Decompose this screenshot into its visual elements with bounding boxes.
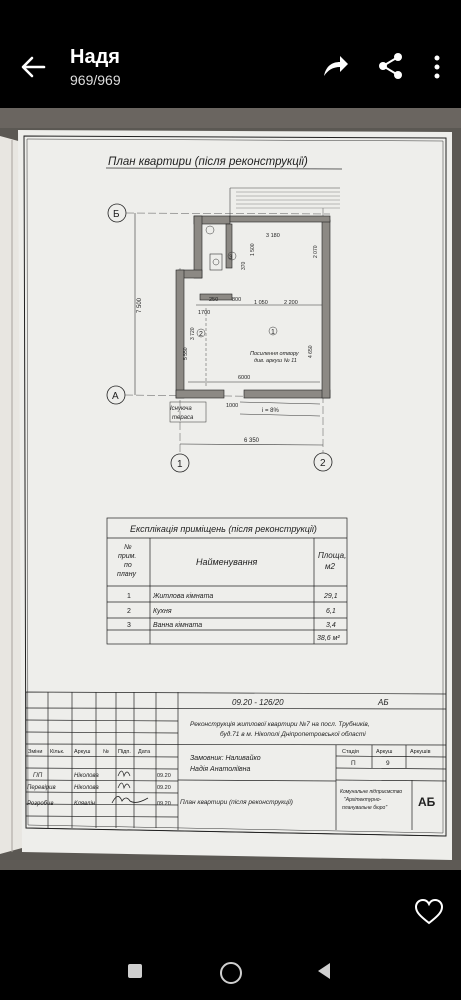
dim-1700: 1700 — [198, 310, 211, 316]
role-rozrob-name: Клявлін — [74, 801, 96, 807]
row-3-area: 3,4 — [326, 622, 336, 629]
axis-a: А — [112, 391, 119, 402]
slope-label: i = 8% — [262, 408, 279, 414]
col-num-3: по — [124, 562, 132, 569]
heart-outline-icon[interactable] — [414, 898, 444, 926]
role-rozrob: Розробив — [27, 801, 54, 807]
row-2-area: 6,1 — [326, 608, 336, 615]
room-3-label: 3 — [229, 255, 233, 261]
room-1-label: 1 — [271, 329, 275, 336]
row-2-name: Кухня — [153, 608, 172, 615]
dim-800: 800 — [232, 297, 242, 303]
row-3-name: Ванна кімната — [153, 622, 203, 629]
dim-4650: 4 650 — [308, 345, 314, 358]
header-zmin: Зміни — [28, 749, 43, 755]
terrace-line-2: тераса — [172, 415, 194, 421]
stamp-desc-1: Реконструкція житлової квартири №7 на посл. Трубників, — [190, 721, 370, 728]
dim-total-height: 7 500 — [137, 297, 143, 313]
share-nodes-icon[interactable] — [378, 52, 404, 80]
customer-line-1: Замовник: Наливайко — [190, 755, 261, 762]
header-kilk: Кільк. — [50, 749, 65, 755]
company-line-2: "Архітектурно- — [344, 797, 382, 803]
arrow-left-icon[interactable] — [18, 52, 48, 82]
header-arkush: Аркуш — [74, 749, 91, 755]
note-line-2: див. аркуш № 11 — [254, 358, 297, 364]
col-name: Найменування — [196, 557, 258, 567]
role-perevir-name: Ніколова — [74, 785, 99, 791]
dim-bottom: 6 350 — [244, 438, 260, 444]
sheets-header: Аркушів — [410, 749, 431, 755]
image-counter: 969/969 — [70, 72, 121, 88]
row-3-num: 3 — [127, 622, 131, 629]
col-num-4: плану — [117, 571, 137, 578]
axis-b: Б — [113, 209, 120, 220]
row-1-name: Житлова кімната — [153, 593, 214, 600]
recent-apps-button[interactable] — [128, 964, 142, 978]
table-title: Експлікація приміщень (після реконструкції) — [130, 524, 317, 534]
system-back-button[interactable] — [316, 962, 332, 980]
stage-value: П — [351, 760, 356, 767]
axis-2: 2 — [320, 458, 326, 469]
more-vertical-icon[interactable] — [428, 52, 446, 82]
table-total: 38,6 м² — [317, 635, 340, 642]
dim-2200: 2 200 — [284, 300, 298, 306]
share-arrow-icon[interactable] — [320, 52, 350, 80]
row-1-num: 1 — [127, 593, 131, 600]
dim-3180: 3 180 — [266, 233, 280, 239]
dim-250: 250 — [209, 297, 219, 303]
date-2: 09.20 — [157, 785, 171, 791]
company-logo: АБ — [418, 795, 436, 809]
document-photo — [0, 108, 461, 870]
sheet-name: План квартири (після реконструкції) — [180, 799, 293, 806]
sheet-value: 9 — [386, 760, 390, 767]
note-line-1: Посилення отвору — [250, 351, 299, 357]
home-button[interactable] — [220, 962, 242, 984]
top-app-bar — [0, 0, 461, 108]
room-2-label: 2 — [199, 331, 203, 338]
customer-line-2: Надія Анатоліївна — [190, 766, 251, 773]
plan-title: План квартири (після реконструкції) — [108, 156, 308, 168]
role-perevir: Перевірив — [27, 785, 56, 791]
sheet-header: Аркуш — [376, 749, 393, 755]
stage-header: Стадія — [342, 749, 359, 755]
header-data: Дата — [138, 749, 151, 755]
dim-370: 370 — [241, 261, 247, 270]
col-area-2: м2 — [325, 562, 335, 571]
col-num-2: прим. — [118, 553, 137, 560]
dim-1000: 1000 — [226, 403, 239, 409]
stamp-ab: АБ — [378, 698, 389, 707]
row-1-area: 29,1 — [324, 593, 338, 600]
col-num-1: № — [124, 544, 132, 551]
axis-1: 1 — [177, 459, 183, 470]
dim-5550: 5 550 — [183, 347, 189, 360]
role-gip-name: Ніколова — [74, 773, 99, 779]
dim-1050: 1 050 — [254, 300, 268, 306]
row-2-num: 2 — [127, 608, 131, 615]
stamp-desc-2: буд.71 в м. Нікополі Дніпропетровської області — [220, 731, 366, 738]
col-area-1: Площа, — [318, 551, 347, 560]
dim-6000: 6000 — [238, 375, 251, 381]
photo-viewer[interactable] — [0, 108, 461, 870]
date-1: 09.20 — [157, 773, 171, 779]
date-3: 09.20 — [157, 801, 171, 807]
header-pidp: Підп. — [118, 749, 131, 755]
company-line-3: планувальне бюро" — [342, 805, 388, 811]
header-no: № — [103, 749, 109, 755]
album-title: Надя — [70, 46, 120, 68]
role-gip: ГІП — [33, 773, 43, 779]
terrace-line-1: Існуюча — [170, 406, 192, 412]
dim-1500: 1 500 — [250, 243, 256, 256]
stamp-code: 09.20 - 126/20 — [232, 698, 284, 707]
company-line-1: Комунальне підприємство — [340, 789, 403, 795]
dim-3720: 3 720 — [190, 327, 196, 340]
dim-2070: 2 070 — [313, 245, 319, 258]
